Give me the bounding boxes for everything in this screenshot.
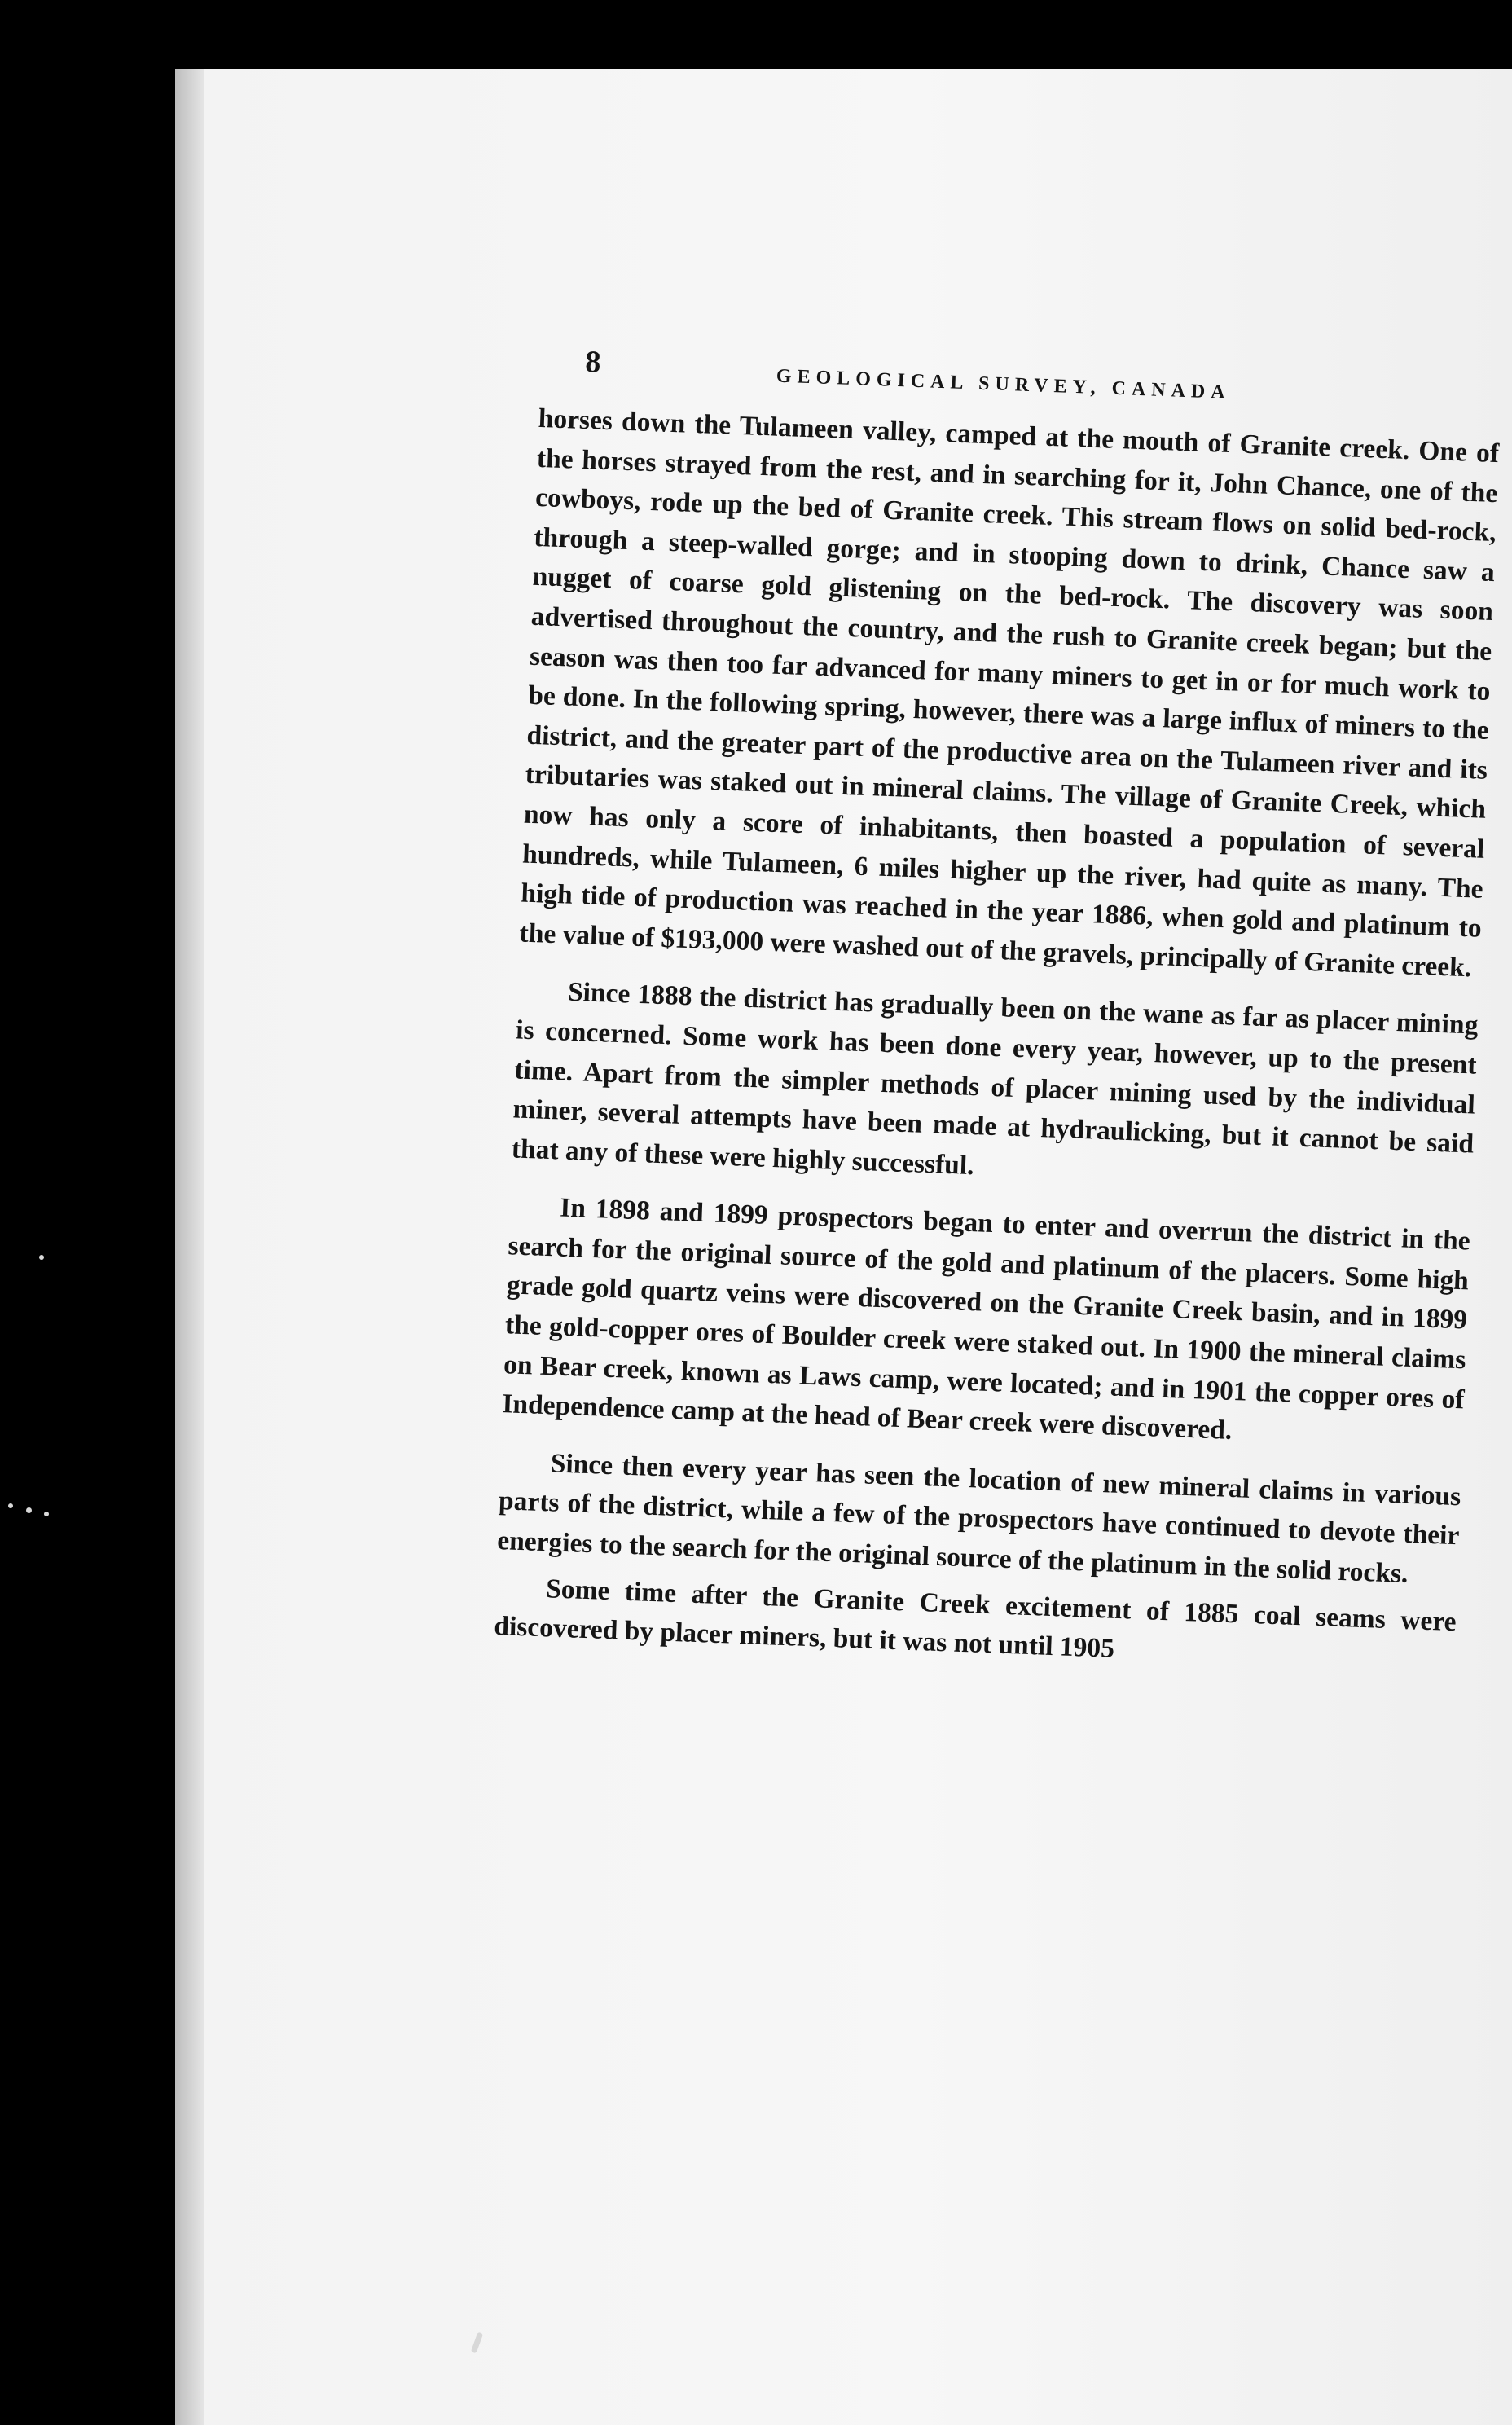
running-head-title: GEOLOGICAL SURVEY, CANADA [776,365,1232,404]
scan-speck [26,1507,32,1513]
page-text-block [494,326,1503,1682]
page-number: 8 [584,345,602,380]
scan-speck [44,1512,49,1516]
paragraph: Since then every year has seen the location of new mineral claims in various parts of the district, while a few of the prospectors have continued to devote their energies to the search for the original source of the platinum in the solid rocks. [496,1448,1461,1590]
page-edge-shadow [175,69,204,2425]
scan-speck [39,1255,44,1260]
scan-speck [8,1503,13,1508]
paragraph: Since 1888 the district has gradually been on the wane as far as placer mining is concerned. Some work has been done every year, however, up to the present time. Apart from the simpler methods of placer mining used by the individual miner, several attempts have been made at hydraulicking, but it cannot be said that any of these were highly successful. [511,977,1479,1181]
paragraph: Some time after the Granite Creek excitement of 1885 coal seams were discovered by placer miners, but it was not until 1905 [493,1573,1457,1665]
paragraph: horses down the Tulameen valley, camped at the mouth of Granite creek. One of the horses strayed from the rest, and in searching for it, John Chance, one of the cowboys, rode up the bed of Granite creek. This stream flows on solid bed-rock, through a steep-walled gorge; and in stooping down to drink, Chance saw a nugget of coarse gold glistening on the bed-rock. The discovery was soon advertised throughout the country, and the rush to Granite creek began; but the season was then too far advanced for many miners to get in or for much work to be done. In the following spring, however, there was a large influx of miners to the district, and the greater part of the productive area on the Tulameen river and its tributaries was staked out in mineral claims. The village of Granite Creek, which now has only a score of inhabitants, then boasted a population of several hundreds, while Tulameen, 6 miles higher up the river, had quite as many. The high tide of production was reached in the year 1886, when gold and platinum to the value of $193,000 were washed out of the gravels, principally of Granite creek. [519,403,1500,984]
paragraph: In 1898 and 1899 prospectors began to enter and overrun the district in the search for the original source of the gold and platinum of the placers. Some high grade gold quartz veins were discovered on the Granite Creek basin, and in 1899 the gold-copper ores of Boulder creek were staked out. In 1900 the mineral claims on Bear creek, known as Laws camp, were located; and in 1901 the copper ores of Independence camp at the head of Bear creek were discovered. [501,1192,1471,1446]
